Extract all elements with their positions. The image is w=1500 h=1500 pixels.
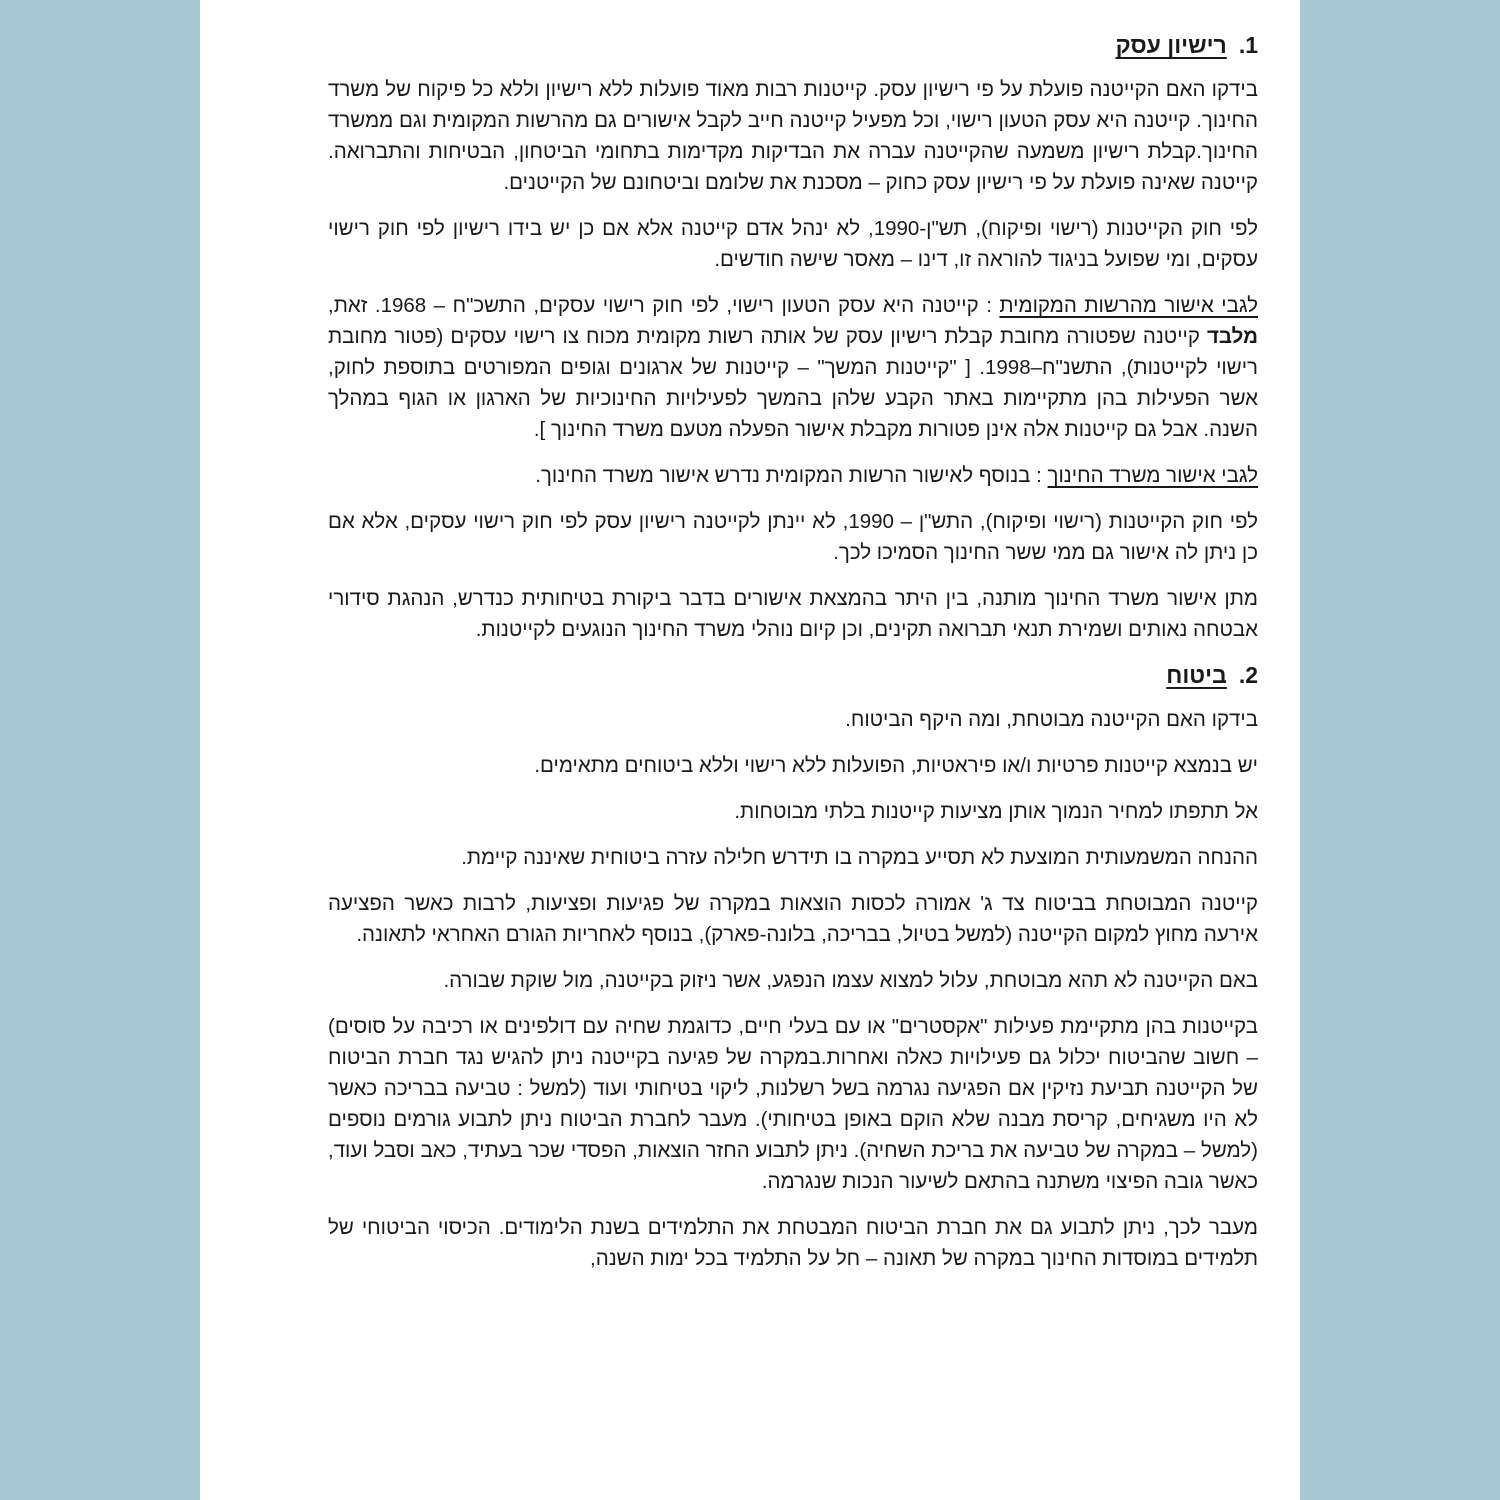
paragraph: יש בנמצא קייטנות פרטיות ו/או פיראטיות, הפועלות ללא רישוי וללא ביטוחים מתאימים. <box>534 754 1258 777</box>
paragraph: בידקו האם הקייטנה מבוטחת, ומה היקף הביטוח. <box>845 708 1258 731</box>
document-page <box>200 0 1300 1500</box>
paragraph: קייטנה המבוטחת בביטוח צד ג' אמורה לכסות הוצאות במקרה של פגיעות ופציעות, לרבות כאשר הפציעה אירעה מחוץ למקום הקייטנה (למשל בטיול, בבריכה, בלונה-פארק), בנוסף לאחריות הגורם האחראי לתאונה. <box>328 892 1258 946</box>
paragraph-education-ministry <box>328 460 1258 491</box>
paragraph: ההנחה המשמעותית המוצעת לא תסייע במקרה בו תידרש חלילה עזרה ביטוחית שאיננה קיימת. <box>461 846 1258 869</box>
paragraph: אל תתפתו למחיר הנמוך אותן מציעות קייטנות בלתי מבוטחות. <box>734 800 1258 823</box>
section-number: 1. <box>1238 32 1258 58</box>
paragraph-text: : קייטנה היא עסק הטעון רישוי, לפי חוק רישוי עסקים, התשכ"ח – 1968. זאת, <box>328 294 1000 317</box>
paragraph: בידקו האם הקייטנה פועלת על פי רישיון עסק. קייטנות רבות מאוד פועלות ללא רישיון וללא כל פיקוח של משרד החינוך. קייטנה היא עסק הטעון רישוי, וכל מפעיל קייטנה חייב לקבל אישורים גם מהרשות המקומית וגם ממשרד החינוך.קבלת רישיון משמעה שהקייטנה עברה את הבדיקות מקדימות בתחומי הביטחון, הבטיחות והתברואה. קייטנה שאינה פועלת על פי רישיון עסק כחוק – מסכנת את שלומם וביטחונם של הקייטנים. <box>328 78 1258 194</box>
section-heading-insurance <box>328 660 1258 690</box>
section-title: רישיון עסק <box>1115 32 1227 58</box>
paragraph-local-authority <box>328 290 1258 445</box>
underlined-label: לגבי אישור משרד החינוך <box>1047 464 1258 487</box>
paragraph: לפי חוק הקייטנות (רישוי ופיקוח), תש"ן-1990, לא ינהל אדם קייטנה אלא אם כן יש בידו רישיון לפי חוק רישוי עסקים, ומי שפועל בניגוד להוראה זו, דינו – מאסר שישה חודשים. <box>328 217 1259 271</box>
paragraph: מתן אישור משרד החינוך מותנה, בין היתר בהמצאת אישורים בדבר ביקורת בטיחותית כנדרש, הנהגת סידורי אבטחה נאותים ושמירת תנאי תברואה תקינים, וכן קיום נוהלי משרד החינוך הנוגעים לקייטנות. <box>328 587 1258 641</box>
section-number: 2. <box>1238 662 1258 688</box>
underlined-label: לגבי אישור מהרשות המקומית <box>999 294 1258 317</box>
paragraph: מעבר לכך, ניתן לתבוע גם את חברת הביטוח המבטחת את התלמידים בשנת הלימודים. הכיסוי הביטוחי של תלמידים במוסדות החינוך במקרה של תאונה – חל על התלמיד בכל ימות השנה, <box>328 1216 1258 1270</box>
paragraph-text: קייטנה שפטורה מחובת קבלת רישיון עסק של אותה רשות מקומית מכוח צו רישוי עסקים (פטור מחובת רישוי לקייטנות), התשנ"ח–1998. [ "קייטנות המשך" – קייטנות של ארגונים וגופים המפורטים בתוספת לחוק, אשר הפעילות בהן מתקיימות באתר הקבע שלהן בהמשך לפעילויות החינוכיות של הארגון או הגוף במהלך השנה. אבל גם קייטנות אלה אינן פטורות מקבלת אישור הפעלה מטעם משרד החינוך ]. <box>328 325 1258 441</box>
paragraph-text: : בנוסף לאישור הרשות המקומית נדרש אישור משרד החינוך. <box>535 464 1048 487</box>
section-title: ביטוח <box>1166 662 1227 688</box>
bold-text: מלבד <box>1206 325 1258 348</box>
paragraph: באם הקייטנה לא תהא מבוטחת, עלול למצוא עצמו הנפגע, אשר ניזוק בקייטנה, מול שוקת שבורה. <box>443 969 1258 992</box>
paragraph: לפי חוק הקייטנות (רישוי ופיקוח), התש"ן – 1990, לא יינתן לקייטנה רישיון עסק לפי חוק רישוי עסקים, אלא אם כן ניתן לה אישור גם ממי ששר החינוך הסמיכו לכך. <box>328 510 1258 564</box>
paragraph: בקייטנות בהן מתקיימת פעילות "אקסטרים" או עם בעלי חיים, כדוגמת שחיה עם דולפינים או רכיבה על סוסים) – חשוב שהביטוח יכלול גם פעילויות כאלה ואחרות.במקרה של פגיעה בקייטנה ניתן להגיש נגד חברת הביטוח של הקייטנה תביעת נזיקין אם הפגיעה נגרמה בשל רשלנות, ליקוי בטיחותי ועוד (למשל : טביעה בבריכה כאשר לא היו משגיחים, קריסת מבנה שלא הוקם באופן בטיחותי). מעבר לחברת הביטוח ניתן לתבוע גורמים נוספים (למשל – במקרה של טביעה את בריכת השחיה). ניתן לתבוע החזר הוצאות, הפסדי שכר בעתיד, כאב וסבל ועוד, כאשר גובה הפיצוי משתנה בהתאם לשיעור הנכות שנגרמה. <box>328 1015 1258 1193</box>
section-heading-business-license <box>328 30 1258 60</box>
